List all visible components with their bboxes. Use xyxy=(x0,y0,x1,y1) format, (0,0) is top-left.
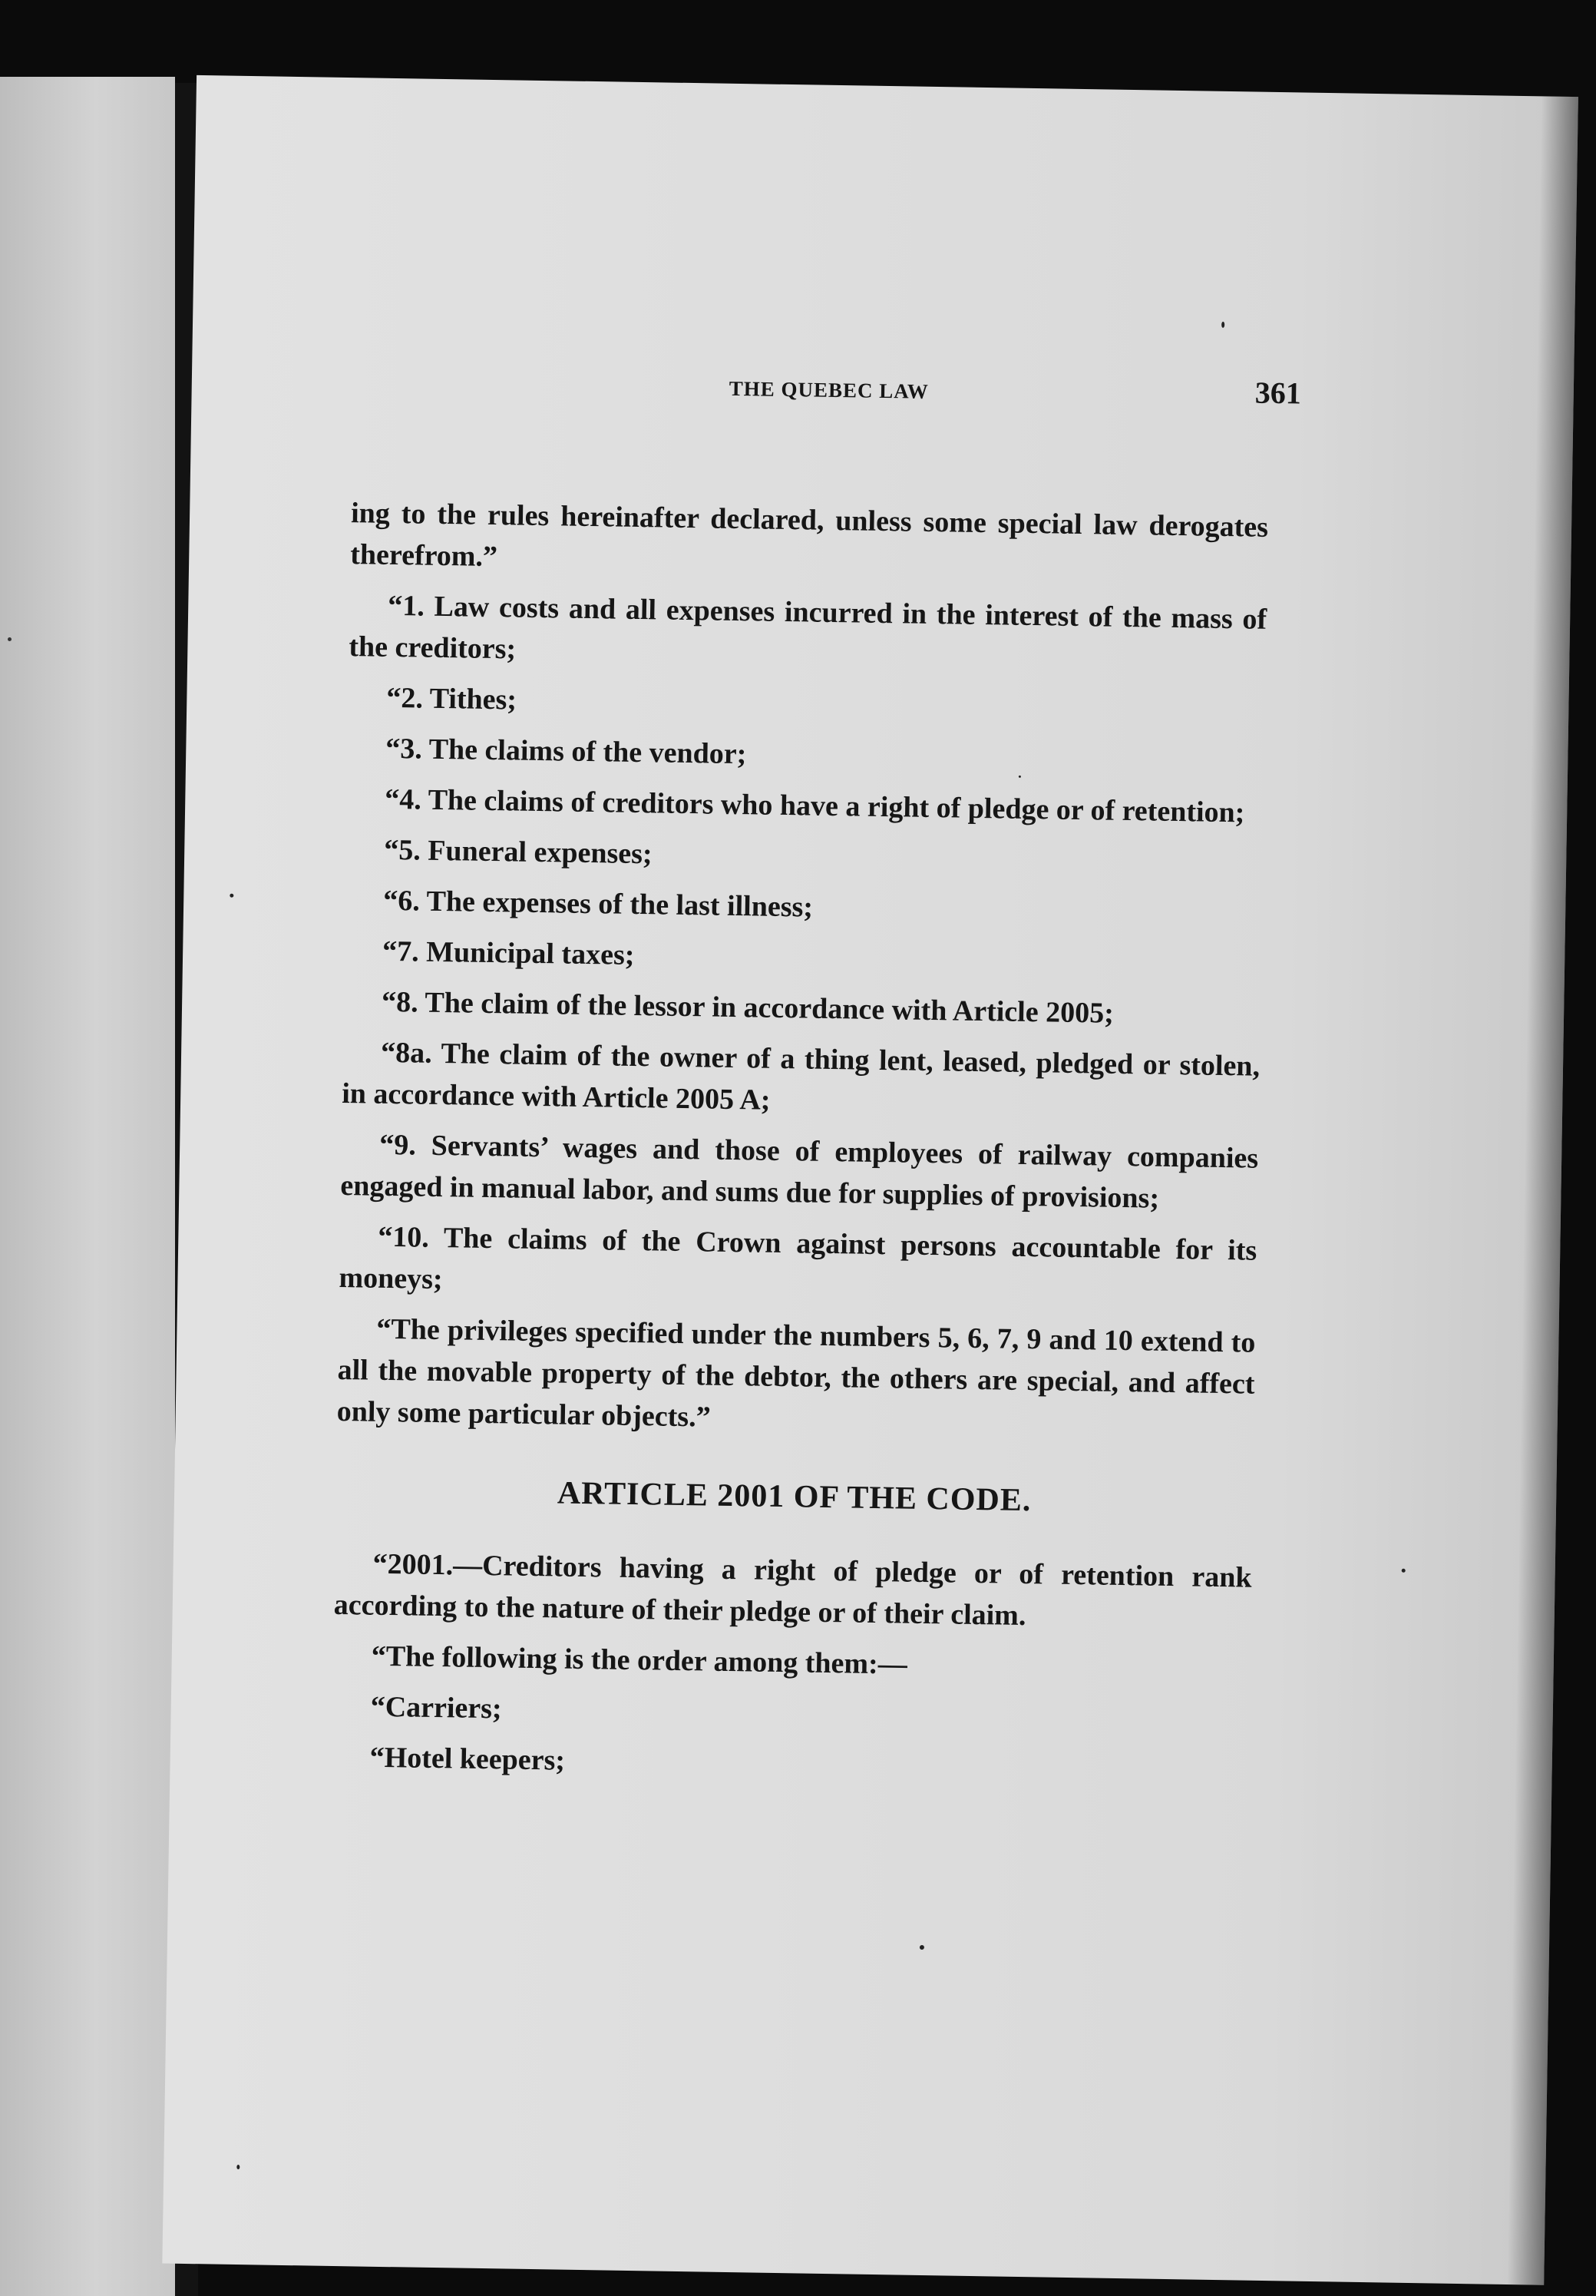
paragraph: “2. Tithes; xyxy=(386,681,517,716)
paragraph: “10. The claims of the Crown against persons accountable for its moneys; xyxy=(339,1220,1257,1296)
paragraph: “8. The claim of the lessor in accordance with Article 2005; xyxy=(381,985,1115,1030)
paragraph: “8a. The claim of the owner of a thing lent, leased, pledged or stolen, in accordance with Article 2005 A; xyxy=(341,1036,1261,1117)
paragraph: “1. Law costs and all expenses incurred in the interest of the mass of the creditors; xyxy=(349,589,1267,666)
paragraph: “7. Municipal taxes; xyxy=(382,935,635,971)
paragraph: ing to the rules hereinafter declared, unless some special law derogates therefrom.” xyxy=(350,497,1269,574)
scan-speck xyxy=(236,2165,240,2169)
paragraph: “9. Servants’ wages and those of employees of railway companies engaged in manual labor, and sums due for supplies of provisions; xyxy=(340,1128,1259,1215)
article-heading: ARTICLE 2001 OF THE CODE. xyxy=(557,1475,1032,1519)
paragraph: “Hotel keepers; xyxy=(369,1741,566,1777)
paragraph: “The following is the order among them:— xyxy=(371,1639,908,1681)
scan-speck xyxy=(1019,776,1021,778)
scan-speck xyxy=(230,894,233,898)
paragraph: “6. The expenses of the last illness; xyxy=(382,884,814,924)
scan-speck xyxy=(1402,1569,1406,1573)
book-page xyxy=(162,75,1578,2285)
page-edge-shadow xyxy=(1507,96,1578,2284)
paragraph: “Carriers; xyxy=(370,1690,502,1725)
paragraph: “5. Funeral expenses; xyxy=(383,833,653,871)
paragraph: “3. The claims of the vendor; xyxy=(385,732,747,771)
scan-speck xyxy=(920,1945,924,1950)
paragraph: “2001.—Creditors having a right of pledge or of retention rank according to the nature of their pledge or of their claim. xyxy=(333,1547,1252,1633)
page-number: 361 xyxy=(1254,375,1302,411)
paragraph: “The privileges specified under the numbers 5, 6, 7, 9 and 10 extend to all the movable property of the debtor, the others are special, and affect only some particular objects.” xyxy=(336,1312,1256,1434)
running-head: THE QUEBEC LAW xyxy=(729,376,930,403)
paragraph: “4. The claims of creditors who have a right of pledge or of retention; xyxy=(384,782,1245,829)
scan-speck xyxy=(8,637,12,641)
left-page-edge xyxy=(0,77,175,2296)
scan-speck xyxy=(1221,322,1224,328)
body-text xyxy=(331,492,1268,1801)
